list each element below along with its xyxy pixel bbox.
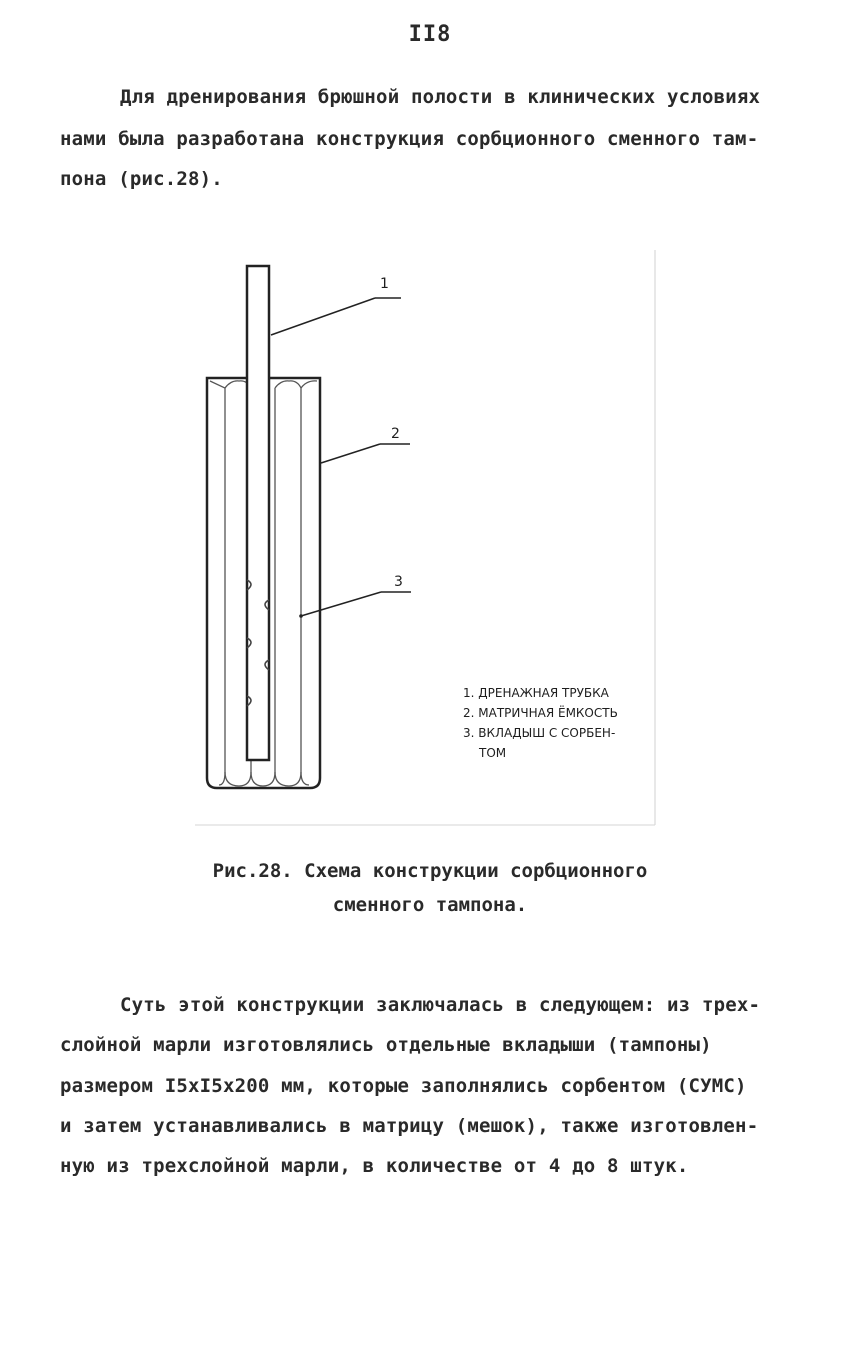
- callout-label-3: 3: [394, 574, 403, 590]
- body-line-2: слойной марли изготовлялись отдельные вкладыши (тампоны): [60, 1034, 712, 1056]
- diagram-legend: [463, 683, 618, 763]
- body-line-3: размером I5хI5х200 мм, которые заполнялись сорбентом (СУМС): [60, 1075, 747, 1097]
- caption-line-2: сменного тампона.: [332, 894, 528, 916]
- legend-item-matrix-container: 2. МАТРИЧНАЯ ЁМКОСТЬ: [463, 706, 618, 720]
- insert-outline-4: [275, 381, 301, 786]
- callout-leader-1: [271, 298, 401, 335]
- callout-label-1: 1: [380, 276, 389, 292]
- body-line-5: ную из трехслойной марли, в количестве от 4 до 8 штук.: [60, 1155, 689, 1177]
- page-number: II8: [408, 22, 452, 47]
- drainage-tube: [247, 266, 269, 760]
- insert-outline-1: [210, 381, 225, 785]
- intro-line-1: Для дренирования брюшной полости в клинических условиях: [120, 86, 761, 108]
- legend-item-drainage-tube: 1. ДРЕНАЖНАЯ ТРУБКА: [463, 686, 609, 700]
- caption-line-1: Рис.28. Схема конструкции сорбционного: [212, 860, 648, 882]
- callout-leader-3: [299, 592, 411, 618]
- intro-line-2: нами была разработана конструкция сорбционного сменного там-: [60, 128, 759, 150]
- callout-leader-2: [321, 444, 410, 463]
- callout-label-2: 2: [391, 426, 400, 442]
- tampon-diagram: [195, 250, 665, 840]
- body-line-1: Суть этой конструкции заключалась в следующем: из трех-: [120, 994, 761, 1016]
- insert-outline-5: [301, 381, 317, 785]
- legend-item-sorbent-insert-cont: ТОМ: [479, 746, 507, 760]
- legend-item-sorbent-insert: 3. ВКЛАДЫШ С СОРБЕН-: [463, 726, 616, 740]
- body-line-4: и затем устанавливались в матрицу (мешок), также изготовлен-: [60, 1115, 759, 1137]
- intro-line-3: пона (рис.28).: [60, 168, 223, 190]
- insert-outline-3: [251, 772, 275, 786]
